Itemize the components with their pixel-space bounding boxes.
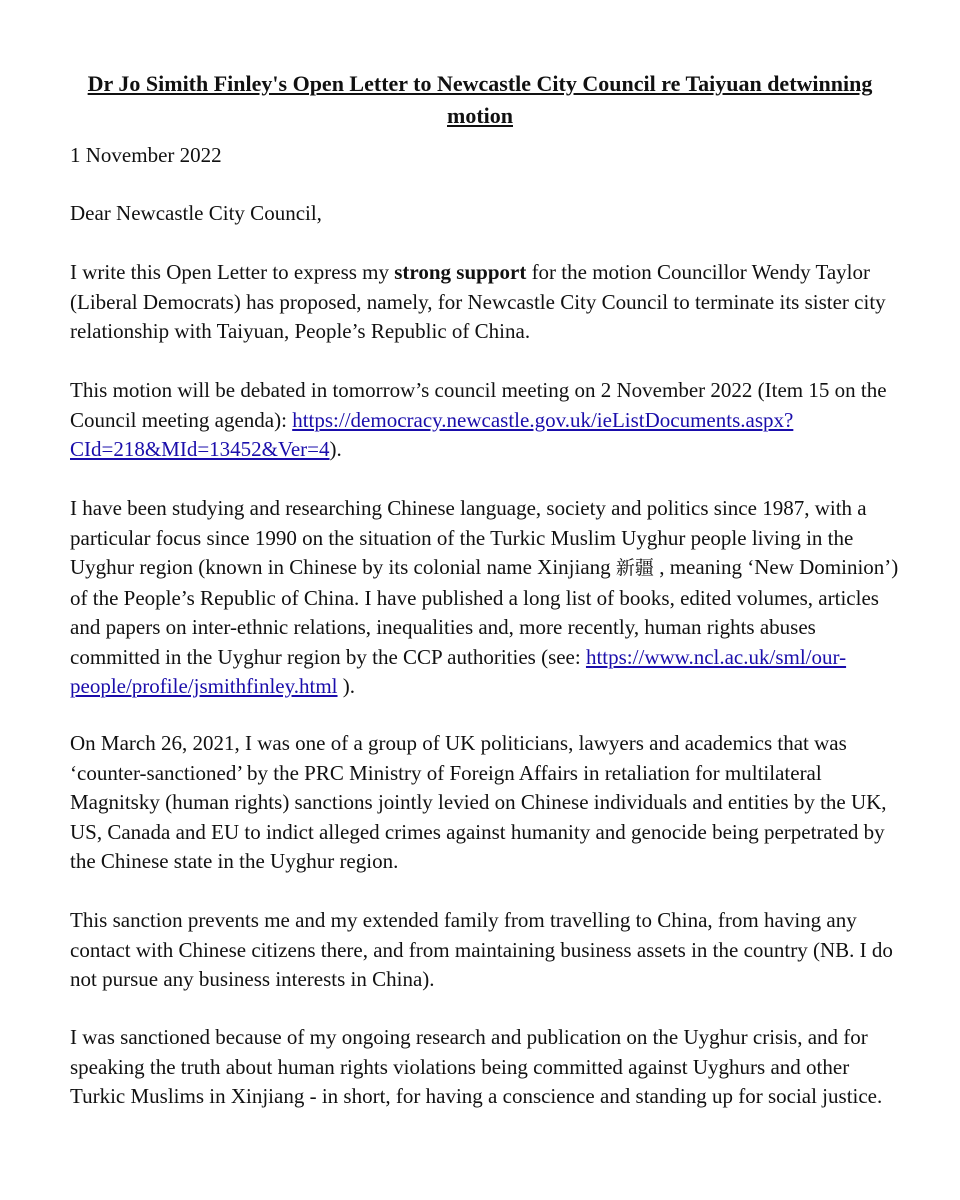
xinjiang-chinese-characters: 新疆	[615, 557, 654, 579]
strong-support-emphasis: strong support	[394, 260, 527, 284]
paragraph-support	[70, 258, 900, 347]
paragraph-background-text-end: ).	[337, 674, 356, 698]
paragraph-background-text: I have been studying and researching Chinese language, society and politics since 1987, with a particular focus since 1990 on the situation of the Turkic Muslim Uyghur people living in the Uyghur region (known in Chinese by its colonial name Xinjiang	[70, 496, 867, 579]
paragraph-counter-sanction: On March 26, 2021, I was one of a group of UK politicians, lawyers and academics that was ‘counter-sanctioned’ by the PRC Ministry of Foreign Affairs in retaliation for multilateral Magnitsky (human rights) sanctions jointly levied on Chinese individuals and entities by the UK, US, Canada and EU to indict alleged crimes against humanity and genocide being perpetrated by the Chinese state in the Uyghur region.	[70, 731, 887, 873]
profile-link[interactable]: https://www.ncl.ac.uk/sml/our-people/profile/jsmithfinley.html	[70, 644, 847, 698]
paragraph-support-text: I write this Open Letter to express my	[70, 260, 395, 284]
paragraph-motion-text-end: ).	[329, 437, 342, 461]
paragraph-background	[70, 494, 900, 702]
paragraph-sanction-reason: I was sanctioned because of my ongoing research and publication on the Uyghur crisis, and for speaking the truth about human rights violations being committed against Uyghurs and other Turkic Muslims in Xinjiang - in short, for having a conscience and standing up for social justice.	[70, 1025, 883, 1108]
paragraph-motion	[70, 376, 900, 465]
letter-title: Dr Jo Simith Finley's Open Letter to Newcastle City Council re Taiyuan detwinning motion	[87, 71, 873, 128]
paragraph-background-text-middle: , meaning ‘New Dominion’) of the People’s Republic of China. I have published a long list of books, edited volumes, articles and papers on inter-ethnic relations, inequalities and, more recently, human rights abuses committed in the Uyghur region by the CCP authorities (see:	[70, 555, 899, 669]
paragraph-support-text-end: for the motion Councillor Wendy Taylor (Liberal Democrats) has proposed, namely, for Newcastle City Council to terminate its sister city relationship with Taiyuan, People’s Republic of China.	[70, 260, 886, 343]
paragraph-sanction-effects: This sanction prevents me and my extended family from travelling to China, from having any contact with Chinese citizens there, and from maintaining business assets in the country (NB. I do not pursue any business interests in China).	[70, 908, 893, 991]
paragraph-motion-text: This motion will be debated in tomorrow’s council meeting on 2 November 2022 (Item 15 on the Council meeting agenda):	[70, 378, 887, 432]
letter-date: 1 November 2022	[70, 143, 222, 167]
letter-salutation: Dear Newcastle City Council,	[70, 201, 322, 225]
council-agenda-link[interactable]: https://democracy.newcastle.gov.uk/ieListDocuments.aspx?CId=218&MId=13452&Ver=4	[70, 407, 794, 461]
